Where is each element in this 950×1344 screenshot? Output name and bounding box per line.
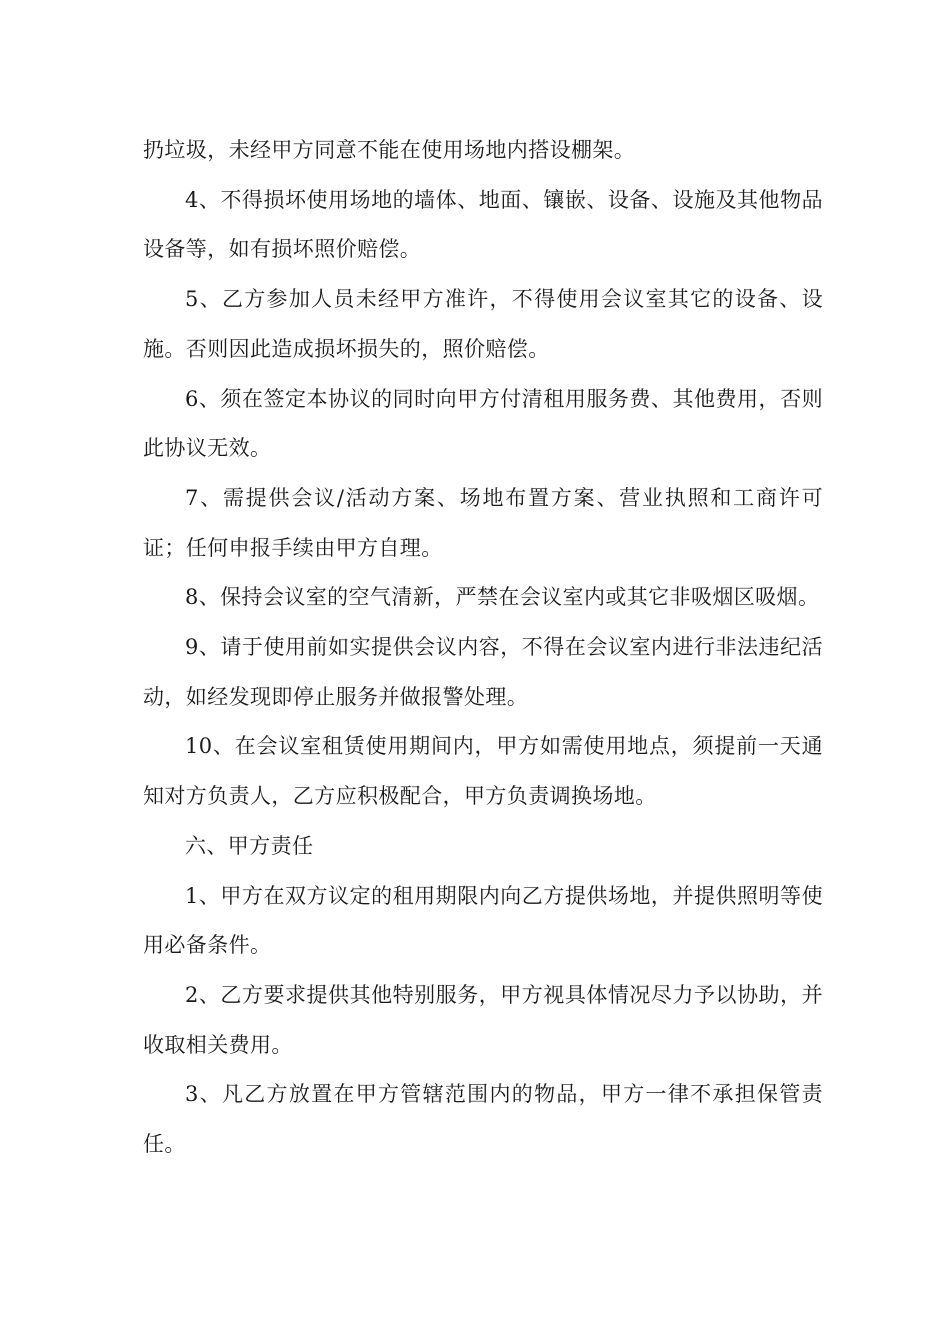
paragraph-clause-5: 5、乙方参加人员未经甲方准许，不得使用会议室其它的设备、设施。否则因此造成损坏损失的，照价赔偿。 (143, 287, 823, 361)
paragraph-continuation: 扔垃圾，未经甲方同意不能在使用场地内搭设棚架。 (143, 138, 636, 162)
paragraph-clause-4: 4、不得损坏使用场地的墙体、地面、镶嵌、设备、设施及其他物品设备等，如有损坏照价赔偿。 (143, 187, 823, 262)
document-body (143, 126, 823, 1170)
section-heading-party-a-responsibility: 六、甲方责任 (185, 833, 314, 858)
paragraph-clause-9: 9、请于使用前如实提供会议内容，不得在会议室内进行非法违纪活动，如经发现即停止服务并做报警处理。 (143, 635, 823, 709)
paragraph-clause-8: 8、保持会议室的空气清新，严禁在会议室内或其它非吸烟区吸烟。 (185, 585, 820, 610)
paragraph-party-a-1: 1、甲方在双方议定的租用期限内向乙方提供场地，并提供照明等使用必备条件。 (143, 883, 823, 958)
paragraph-party-a-3: 3、凡乙方放置在甲方管辖范围内的物品，甲方一律不承担保管责任。 (143, 1082, 823, 1157)
paragraph-party-a-2: 2、乙方要求提供其他特别服务，甲方视具体情况尽力予以协助，并收取相关费用。 (143, 982, 823, 1057)
paragraph-clause-7: 7、需提供会议/活动方案、场地布置方案、营业执照和工商许可证；任何申报手续由甲方自理。 (143, 485, 823, 560)
paragraph-clause-10: 10、在会议室租赁使用期间内，甲方如需使用地点，须提前一天通知对方负责人，乙方应积极配合，甲方负责调换场地。 (143, 734, 823, 809)
paragraph-clause-6: 6、须在签定本协议的同时向甲方付清租用服务费、其他费用，否则此协议无效。 (143, 386, 823, 461)
